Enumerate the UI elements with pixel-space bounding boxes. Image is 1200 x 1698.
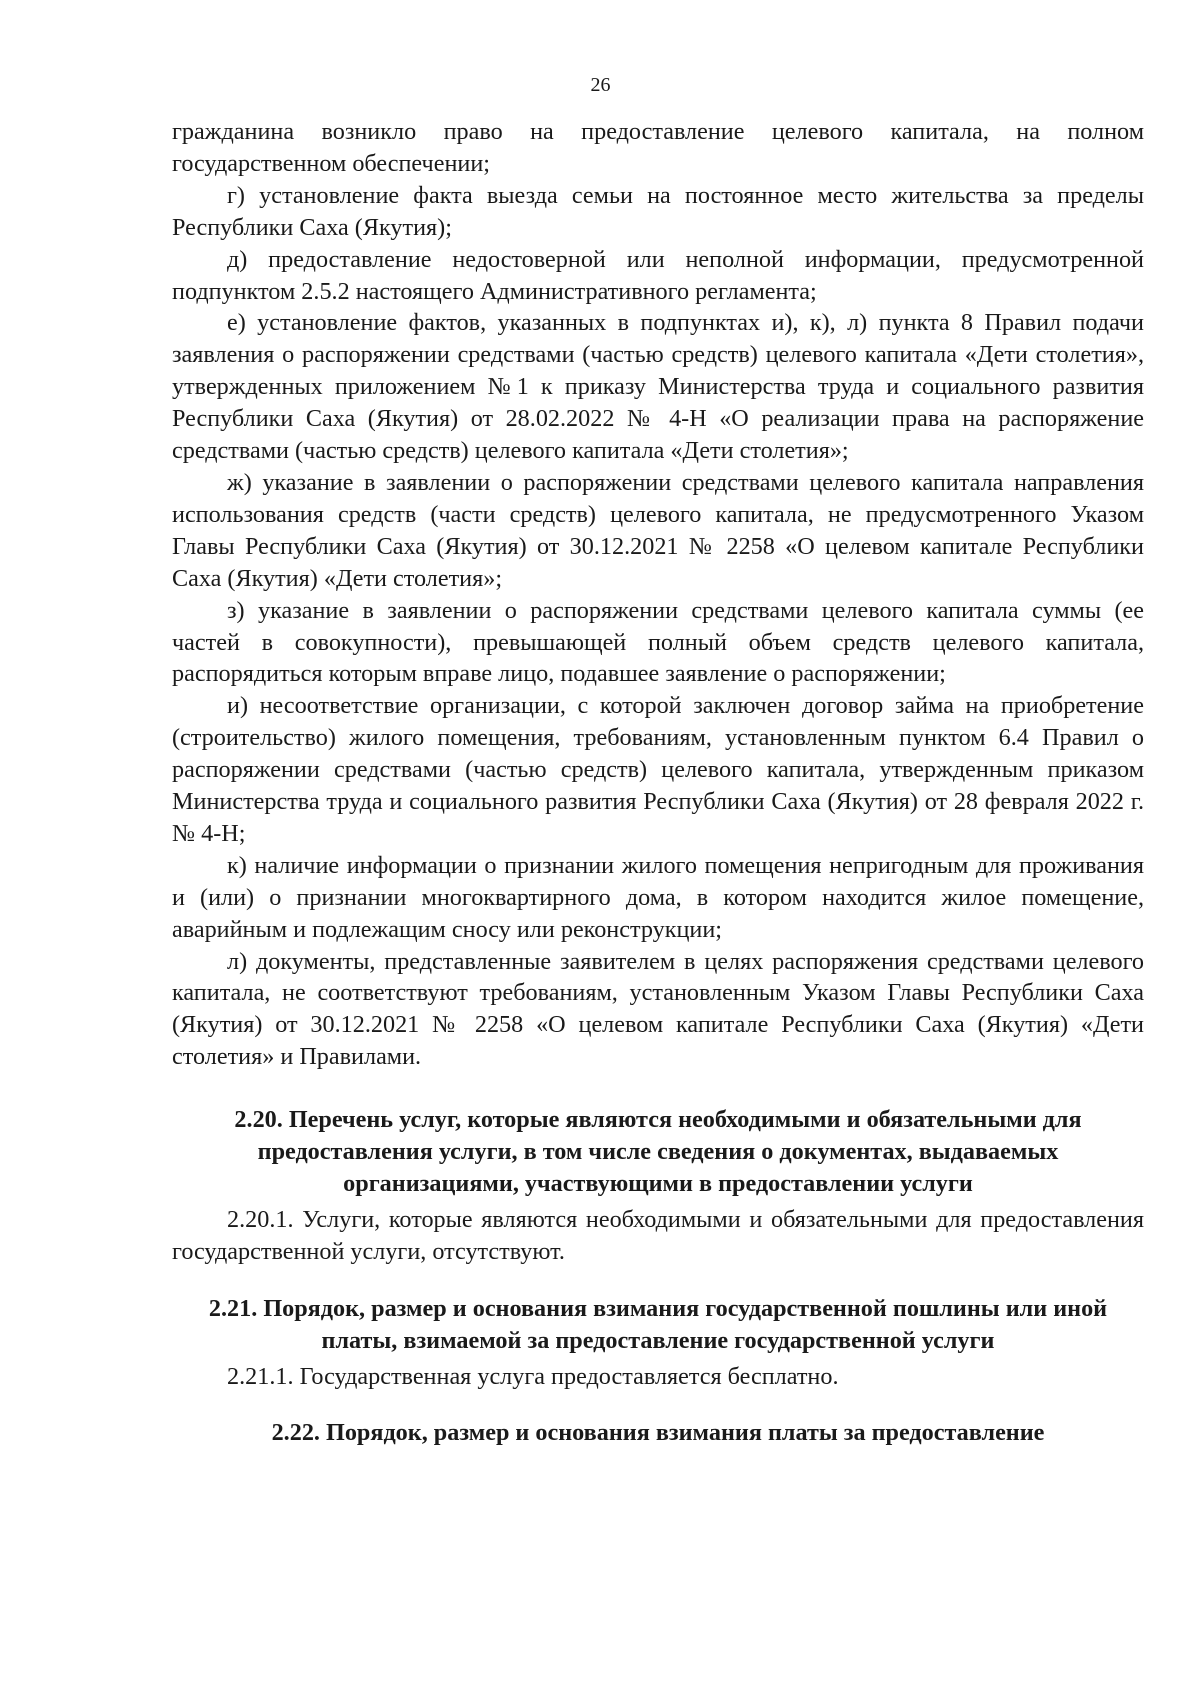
- spacer: [172, 1393, 1144, 1417]
- document-body: [172, 116, 1144, 1449]
- paragraph-continuation: гражданина возникло право на предоставление целевого капитала, на полном государственном обеспечении;: [172, 118, 1144, 177]
- section-body-2-21: 2.21.1. Государственная услуга предоставляется бесплатно.: [227, 1363, 839, 1390]
- paragraph-item-d: д) предоставление недостоверной или неполной информации, предусмотренной подпунктом 2.5.2 настоящего Административного регламента;: [172, 245, 1144, 305]
- section-heading-2-21: 2.21. Порядок, размер и основания взимания государственной пошлины или иной платы, взимаемой за предоставление государственной услуги: [208, 1295, 1108, 1354]
- spacer: [172, 1268, 1144, 1293]
- section-body-2-20: 2.20.1. Услуги, которые являются необходимыми и обязательными для предоставления государственной услуги, отсутствуют.: [172, 1206, 1144, 1266]
- paragraph-item-k: к) наличие информации о признании жилого помещения непригодным для проживания и (или) о признании многоквартирного дома, в котором находится жилое помещение, аварийным и подлежащим сносу или реконструкции;: [172, 851, 1144, 943]
- paragraph-item-l: л) документы, представленные заявителем в целях распоряжения средствами целевого капитала, не соответствуют требованиям, установленным Указом Главы Республики Саха (Якутия) от 30.12.2021 № 2258 «О целевом капитале Республики Саха (Якутия) «Дети столетия» и Правилами.: [172, 947, 1144, 1071]
- paragraph-item-zh: ж) указание в заявлении о распоряжении средствами целевого капитала направления использования средств (части средств) целевого капитала, не предусмотренного Указом Главы Республики Саха (Якутия) от 30.12.2021 № 2258 «О целевом капитале Республики Саха (Якутия) «Дети столетия»;: [172, 468, 1144, 592]
- paragraph-item-z: з) указание в заявлении о распоряжении средствами целевого капитала суммы (ее частей в совокупности), превышающей полный объем средств целевого капитала, распорядиться которым вправе лицо, подавшее заявление о распоряжении;: [172, 596, 1144, 688]
- section-heading-2-22: 2.22. Порядок, размер и основания взимания платы за предоставление: [271, 1418, 1045, 1446]
- section-heading-2-20: 2.20. Перечень услуг, которые являются необходимыми и обязательными для предоставления услуги, в том числе сведения о документах, выдаваемых организациями, участвующими в предоставлении услуги: [234, 1106, 1082, 1198]
- spacer: [172, 1073, 1144, 1104]
- paragraph-item-g: г) установление факта выезда семьи на постоянное место жительства за пределы Республики Саха (Якутия);: [172, 181, 1144, 241]
- page-number: 26: [590, 74, 611, 96]
- paragraph-item-e: е) установление фактов, указанных в подпунктах и), к), л) пункта 8 Правил подачи заявления о распоряжении средствами (частью средств) целевого капитала «Дети столетия», утвержденных приложением №1 к приказу Министерства труда и социального развития Республики Саха (Якутия) от 28.02.2022 № 4-Н «О реализации права на распоряжение средствами (частью средств) целевого капитала «Дети столетия»;: [172, 309, 1144, 465]
- paragraph-item-i: и) несоответствие организации, с которой заключен договор займа на приобретение (строительство) жилого помещения, требованиям, установленным пунктом 6.4 Правил о распоряжении средствами (частью средств) целевого капитала, утвержденным приказом Министерства труда и социального развития Республики Саха (Якутия) от 28 февраля 2022 г. № 4-Н;: [172, 692, 1144, 847]
